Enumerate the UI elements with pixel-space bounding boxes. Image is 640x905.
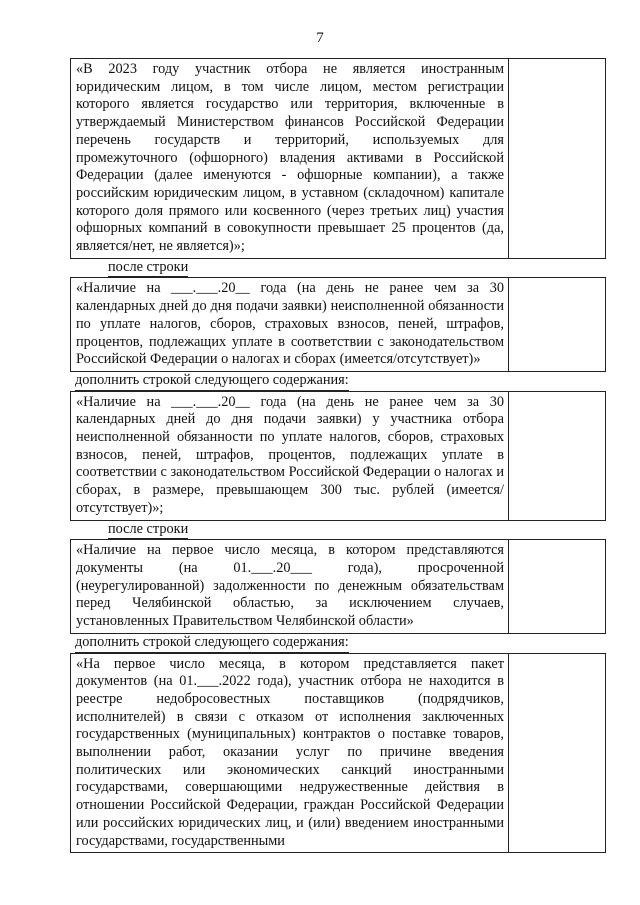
- table-row: [70, 277, 606, 372]
- table-row: [70, 391, 606, 521]
- table-row: [70, 539, 606, 634]
- row-empty-cell: [509, 540, 606, 634]
- row-text: «Наличие на ___.___.20__ года (на день не ранее чем за 30 календарных дней до дня подачи заявки) у участника отбора неисполненной обязанности по уплате налогов, сборов, страховых взносов, пеней, штрафов, процентов, подлежащих уплате в соответствии с законодательством Российской Федерации о налогах и сборах, в размере, превышающем 300 тыс. рублей (имеется/отсутствует)»;: [71, 391, 509, 520]
- amendments-table: [70, 58, 602, 853]
- separator-text: дополнить строкой следующего содержания:: [70, 372, 602, 391]
- row-empty-cell: [509, 278, 606, 372]
- row-empty-cell: [509, 59, 606, 259]
- separator-text: после строки: [70, 521, 602, 540]
- row-empty-cell: [509, 653, 606, 853]
- row-text: «На первое число месяца, в котором представляется пакет документов (на 01.___.2022 года), участник отбора не находится в реестре недобросовестных поставщиков (подрядчиков, исполнителей) в связи с отказом от исполнения заключенных государственных (муниципальных) контрактов о поставке товаров, выполнении работ, оказании услуг по причине введения политических или экономических санкций иностранными государствами, совершающими недружественные действия в отношении Российской Федерации, граждан Российской Федерации или российских юридических лиц, и (или) введением иностранными государствами, государственными: [71, 653, 509, 853]
- row-empty-cell: [509, 391, 606, 520]
- row-text: «Наличие на ___.___.20__ года (на день не ранее чем за 30 календарных дней до дня подачи заявки) неисполненной обязанности по уплате налогов, сборов, страховых взносов, пеней, штрафов, процентов, подлежащих уплате в соответствии с законодательством Российской Федерации о налогах и сборах (имеется/отсутствует)»: [71, 278, 509, 372]
- table-row: [70, 58, 606, 259]
- separator-text: после строки: [70, 259, 602, 278]
- separator-text: дополнить строкой следующего содержания:: [70, 634, 602, 653]
- table-row: [70, 653, 606, 854]
- page-number: 7: [316, 30, 324, 46]
- row-text: «В 2023 году участник отбора не является иностранным юридическим лицом, в том числе лицом, местом регистрации которого является государство или территория, включенные в утверждаемый Министерством финансов Российской Федерации перечень государств и территорий, используемых для промежуточного (офшорного) владения активами в Российской Федерации (далее именуются - офшорные компании), а также российским юридическим лицом, в уставном (складочном) капитале которого доля прямого или косвенного (через третьих лиц) участия офшорных компаний в совокупности превышает 25 процентов (да, является/нет, не является)»;: [71, 59, 509, 259]
- row-text: «Наличие на первое число месяца, в котором представляются документы (на 01.___.20___ года), просроченной (неурегулированной) задолженности по денежным обязательствам перед Челябинской областью, за исключением случаев, установленных Правительством Челябинской области»: [71, 540, 509, 634]
